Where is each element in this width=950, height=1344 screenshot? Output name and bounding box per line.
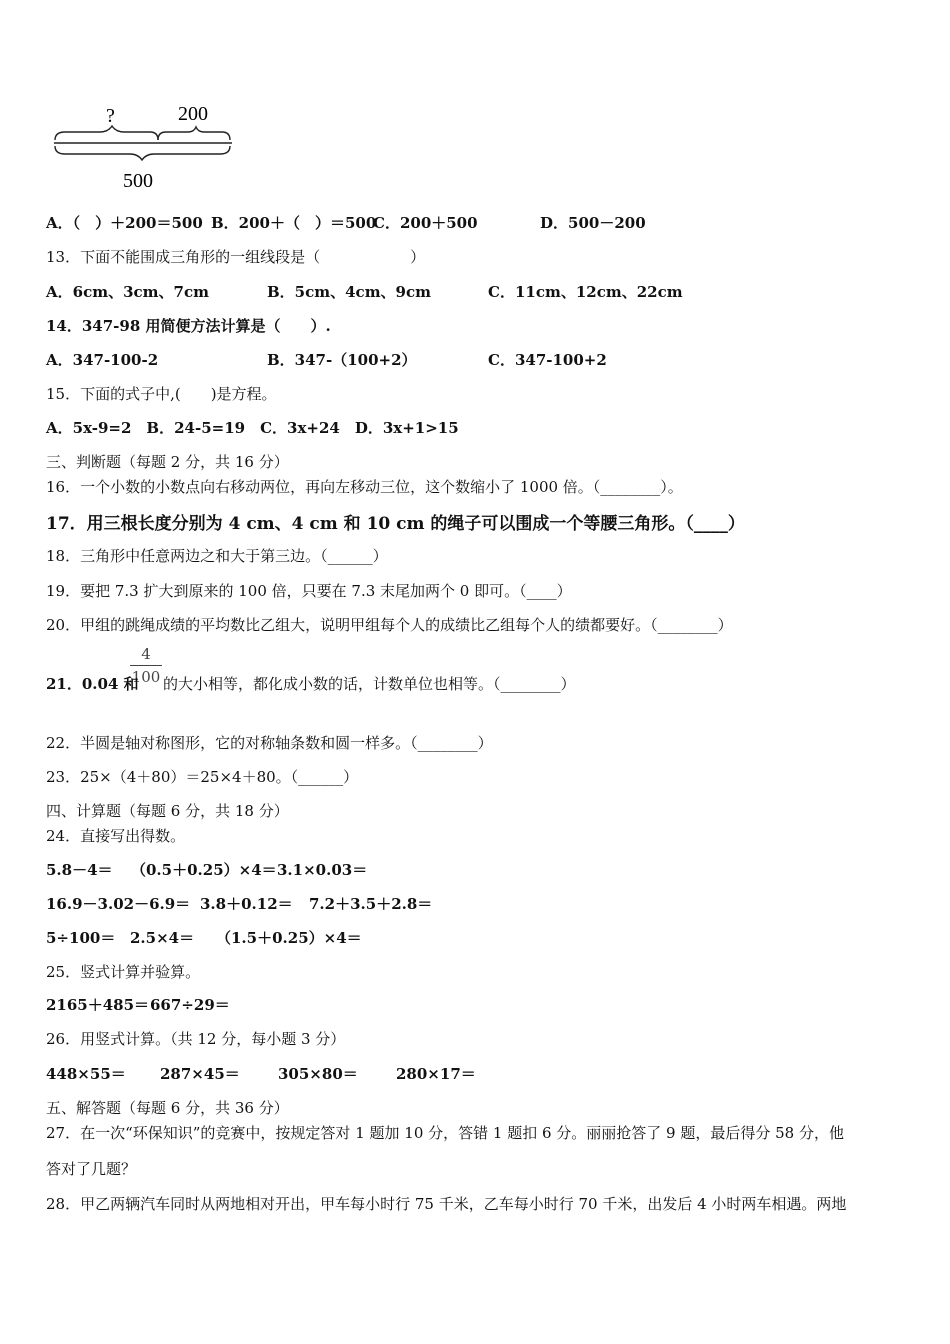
fraction-denominator: 100: [131, 668, 161, 686]
right-brace: [158, 127, 230, 140]
option-a[interactable]: A．6cm、3cm、7cm: [46, 283, 209, 301]
calc-item: 448×55＝: [46, 1065, 126, 1083]
q13-question: 13．下面不能围成三角形的一组线段是（ ）: [46, 248, 426, 266]
fraction-bar: [130, 665, 162, 666]
calc-item: （0.5＋0.25）×4＝: [131, 861, 277, 879]
option-b[interactable]: B．347-（100+2）: [267, 351, 417, 369]
q27-line-2: 答对了几题？: [46, 1160, 137, 1178]
option-c[interactable]: C．11cm、12cm、22cm: [488, 283, 683, 301]
q20: 20．甲组的跳绳成绩的平均数比乙组大，说明甲组每个人的成绩比乙组每个人的绩都要好。（________）: [46, 616, 733, 634]
q15-options: A．5x-9=2 B．24-5=19 C．3x+24 D．3x+1>15: [46, 419, 459, 437]
bottom-brace: [55, 146, 230, 160]
q19: 19．要把 7.3 扩大到原来的 100 倍，只要在 7.3 末尾加两个 0 即可。（____）: [46, 582, 572, 600]
calc-item: 7.2＋3.5＋2.8＝: [309, 895, 433, 913]
diagram-500-label: 500: [123, 170, 153, 192]
q14-question: 14．347-98 用简便方法计算是（ ）.: [46, 317, 331, 335]
calc-item: 3.1×0.03＝: [277, 861, 368, 879]
fraction-numerator: 4: [141, 645, 151, 663]
calc-item: 2.5×4＝: [130, 929, 195, 947]
calc-item: 5.8－4＝: [46, 861, 113, 879]
option-d[interactable]: D．500－200: [540, 214, 646, 232]
left-brace: [55, 126, 158, 140]
option-a[interactable]: A．（ ）＋200＝500: [46, 214, 203, 232]
q27-line-1: 27．在一次“环保知识”的竞赛中，按规定答对 1 题加 10 分，答错 1 题扣 6 分。丽丽抢答了 9 题，最后得分 58 分，他: [46, 1124, 844, 1142]
section-3-heading: 三、判断题（每题 2 分，共 16 分）: [46, 453, 289, 471]
option-c[interactable]: C．347-100+2: [488, 351, 607, 369]
segment-diagram: [50, 96, 240, 196]
q21-prefix: 21．0.04 和: [46, 675, 139, 693]
q18: 18．三角形中任意两边之和大于第三边。（______）: [46, 547, 388, 565]
q23: 23．25×（4＋80）＝25×4＋80。（______）: [46, 768, 359, 786]
calc-item: 2165＋485＝: [46, 996, 150, 1014]
option-a[interactable]: A．347-100-2: [46, 351, 159, 369]
q28: 28．甲乙两辆汽车同时从两地相对开出，甲车每小时行 75 千米，乙车每小时行 70 千米，出发后 4 小时两车相遇。两地: [46, 1195, 847, 1213]
q22: 22．半圆是轴对称图形，它的对称轴条数和圆一样多。（________）: [46, 734, 493, 752]
calc-item: 287×45＝: [160, 1065, 240, 1083]
option-b[interactable]: B．200＋（ ）＝500: [211, 214, 377, 232]
calc-item: 16.9－3.02－6.9＝: [46, 895, 191, 913]
q15-question: 15．下面的式子中,( )是方程。: [46, 385, 277, 403]
calc-item: 667÷29＝: [150, 996, 230, 1014]
option-c[interactable]: C．200＋500: [373, 214, 478, 232]
q26-title: 26．用竖式计算。（共 12 分，每小题 3 分）: [46, 1030, 346, 1048]
section-4-heading: 四、计算题（每题 6 分，共 18 分）: [46, 802, 289, 820]
calc-item: （1.5＋0.25）×4＝: [216, 929, 362, 947]
option-b[interactable]: B．5cm、4cm、9cm: [267, 283, 432, 301]
q16: 16．一个小数的小数点向右移动两位，再向左移动三位，这个数缩小了 1000 倍。（________）。: [46, 478, 683, 496]
q21-suffix: 的大小相等，都化成小数的话，计数单位也相等。（________）: [163, 675, 576, 693]
calc-item: 3.8＋0.12＝: [200, 895, 293, 913]
q25-title: 25．竖式计算并验算。: [46, 963, 201, 981]
section-5-heading: 五、解答题（每题 6 分，共 36 分）: [46, 1099, 289, 1117]
calc-item: 280×17＝: [396, 1065, 476, 1083]
calc-item: 305×80＝: [278, 1065, 358, 1083]
q24-title: 24．直接写出得数。: [46, 827, 186, 845]
q21: [46, 673, 576, 694]
diagram-200-label: 200: [178, 103, 208, 125]
q17: 17．用三根长度分别为 4 cm、4 cm 和 10 cm 的绳子可以围成一个等腰三角形。（____）: [46, 514, 745, 534]
diagram-question-label: ?: [106, 105, 115, 127]
calc-item: 5÷100＝: [46, 929, 116, 947]
